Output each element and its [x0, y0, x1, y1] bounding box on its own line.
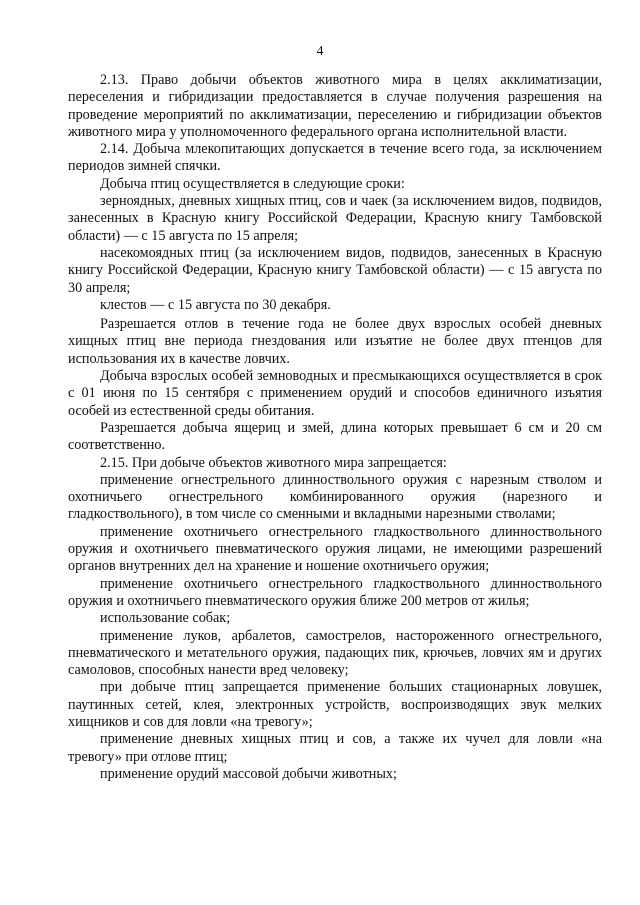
paragraph-raptor-decoys: применение дневных хищных птиц и сов, а также их чучел для ловли «на тревогу» при отлове птиц;	[68, 731, 602, 765]
paragraph-raptor-capture: Разрешается отлов в течение года не более двух взрослых особей дневных хищных птиц вне периода гнездования или изъятие не более двух птенцов для использования их в качестве ловчих.	[68, 316, 602, 367]
paragraph-lizards-snakes: Разрешается добыча ящериц и змей, длина которых превышает 6 см и 20 см соответственно.	[68, 419, 602, 454]
paragraph-mass-capture: применение орудий массовой добычи животных;	[100, 765, 397, 782]
paragraph-smoothbore-no-permit: применение охотничьего огнестрельного гладкоствольного длинноствольного оружия и охотничьего пневматического оружия лицами, не имеющими разрешений органов внутренних дел на хранение и ношение охотничьего оружия;	[68, 523, 602, 575]
paragraph-dogs: использование собак;	[100, 610, 231, 627]
paragraph-amphibians-reptiles: Добыча взрослых особей земноводных и пресмыкающихся осуществляется в срок с 01 июня по 15 сентября с применением орудий и способов единичного изъятия особей из естественной среды обитания.	[68, 368, 602, 419]
page-number: 4	[316, 44, 324, 59]
paragraph-2-13: 2.13. Право добычи объектов животного мира в целях акклиматизации, переселения и гибридизации предоставляется в случае получения разрешения на проведение мероприятий по акклиматизации, переселению и гибридизации объектов животного мира у уполномоченного федерального органа исполнительной власти.	[68, 72, 602, 140]
paragraph-bows-traps: применение луков, арбалетов, самострелов, настороженного огнестрельного, пневматического и метательного оружия, падающих пик, крючьев, ловчих ям и других самоловов, способных нанести вред человеку;	[68, 627, 602, 679]
paragraph-insectivorous-birds: насекомоядных птиц (за исключением видов, подвидов, занесенных в Красную книгу Российской Федерации, Красную книгу Тамбовской области) — с 15 августа по 30 апреля;	[68, 244, 602, 296]
paragraph-bird-traps: при добыче птиц запрещается применение больших стационарных ловушек, паутинных сетей, клея, электронных устройств, воспроизводящих звук мелких хищников и сов для ловли «на тревогу»;	[68, 679, 602, 730]
paragraph-crossbills: клестов — с 15 августа по 30 декабря.	[100, 296, 331, 313]
document-body	[68, 72, 602, 783]
paragraph-bird-terms: Добыча птиц осуществляется в следующие сроки:	[100, 175, 405, 192]
paragraph-2-15: 2.15. При добыче объектов животного мира запрещается:	[100, 454, 447, 471]
paragraph-rifled-weapons: применение огнестрельного длинноствольного оружия с нарезным стволом и охотничьего огнестрельного комбинированного оружия (нарезного и гладкоствольного), в том числе со сменными и вкладными нарезными стволами;	[68, 471, 602, 523]
paragraph-2-14: 2.14. Добыча млекопитающих допускается в течение всего года, за исключением периодов зимней спячки.	[68, 141, 602, 175]
paragraph-granivorous-birds: зерноядных, дневных хищных птиц, сов и чаек (за исключением видов, подвидов, занесенных в Красную книгу Российской Федерации, Красную книгу Тамбовской области) — с 15 августа по 15 апреля;	[68, 193, 602, 244]
paragraph-smoothbore-near-housing: применение охотничьего огнестрельного гладкоствольного длинноствольного оружия и охотничьего пневматического оружия ближе 200 метров от жилья;	[68, 575, 602, 609]
